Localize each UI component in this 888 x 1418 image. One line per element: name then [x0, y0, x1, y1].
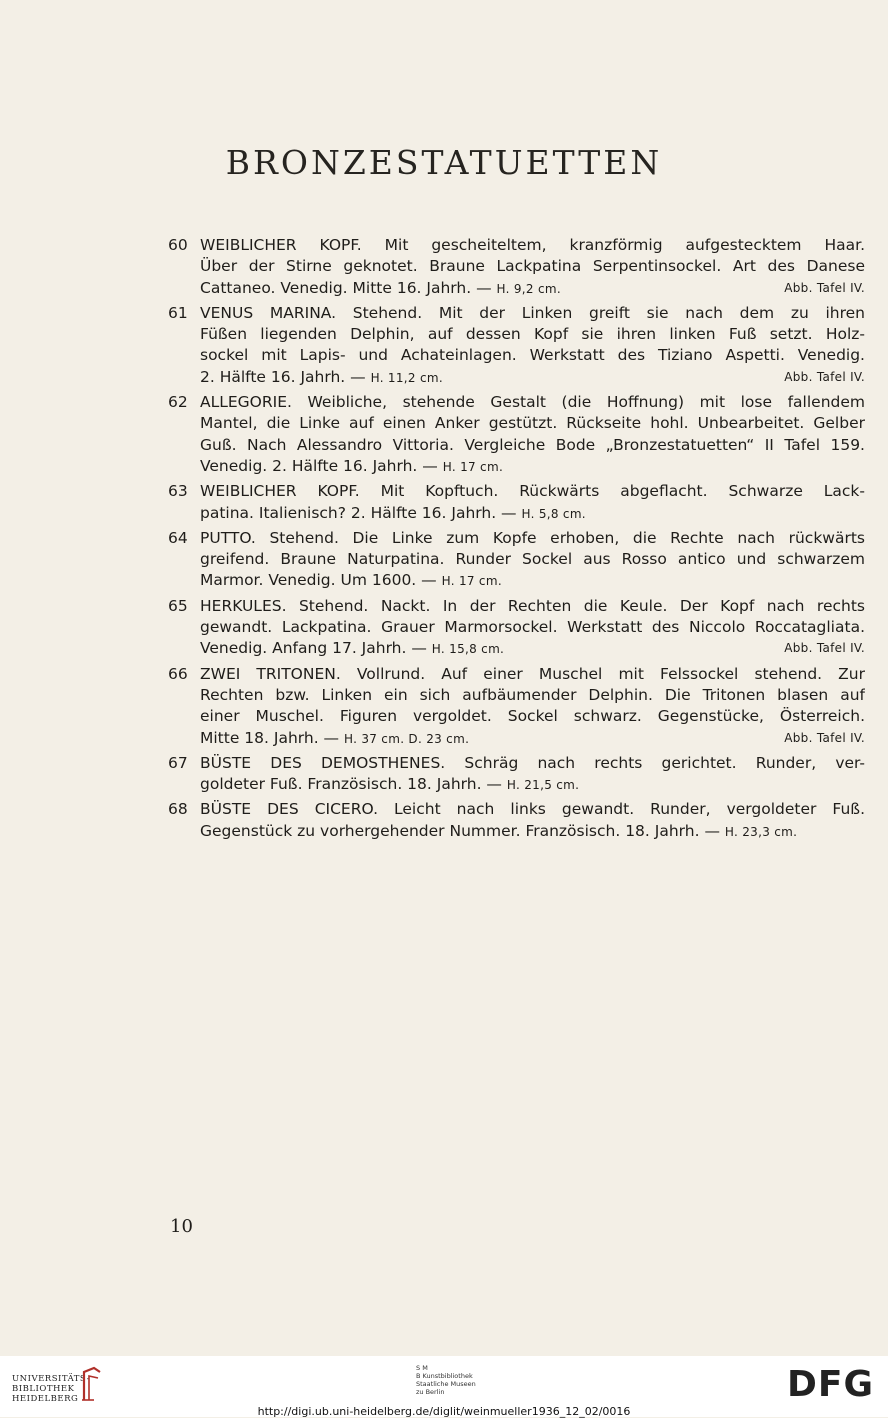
entry-last-line — [200, 570, 865, 592]
catalog-entry — [168, 235, 865, 300]
entry-last-line-text — [200, 367, 443, 389]
entry-line: Mantel, die Linke auf einen Anker gestützt. Rückseite hohl. Unbearbeitet. Gelber — [200, 414, 865, 433]
entry-text — [200, 303, 865, 389]
entry-plate-reference: Abb. Tafel IV. — [784, 280, 865, 295]
university-line: HEIDELBERG — [12, 1394, 79, 1404]
entry-line: Rechten bzw. Linken ein sich aufbäumender Delphin. Die Tritonen blasen auf — [200, 685, 865, 704]
entry-line: gewandt. Lackpatina. Grauer Marmorsockel. Werkstatt des Niccolo Roccatagliata. — [200, 618, 865, 637]
entry-line: HERKULES. Stehend. Nackt. In der Rechten die Keule. Der Kopf nach rechts — [200, 596, 865, 615]
library-line: B Kunstbibliothek — [416, 1372, 473, 1380]
entry-line: ALLEGORIE. Weibliche, stehende Gestalt (die Hoffnung) mit lose fallendem — [200, 393, 865, 412]
catalog-entry — [168, 596, 865, 661]
entry-text — [200, 235, 865, 300]
entry-last-line-text — [200, 278, 561, 300]
entry-closing-text: patina. Italienisch? 2. Hälfte 16. Jahrh. — — [200, 503, 517, 522]
catalog-entry — [168, 753, 865, 797]
entry-line: greifend. Braune Naturpatina. Runder Sockel aus Rosso antico und schwarzem — [200, 550, 865, 569]
entry-line: WEIBLICHER KOPF. Mit gescheiteltem, kranzförmig aufgestecktem Haar. — [200, 236, 865, 254]
entry-line: BÜSTE DES CICERO. Leicht nach links gewandt. Runder, vergoldeter Fuß. — [200, 800, 865, 819]
entry-last-line — [200, 503, 865, 525]
entry-closing-text: Marmor. Venedig. Um 1600. — — [200, 571, 437, 590]
entry-closing-text: Cattaneo. Venedig. Mitte 16. Jahrh. — — [200, 278, 492, 297]
entry-line: VENUS MARINA. Stehend. Mit der Linken greift sie nach dem zu ihren — [200, 303, 865, 322]
entry-plate-reference: Abb. Tafel IV. — [784, 641, 865, 656]
entry-last-line-text — [200, 456, 503, 478]
entry-number: 67 — [168, 753, 188, 772]
entry-last-line — [200, 638, 865, 660]
entry-line: ZWEI TRITONEN. Vollrund. Auf einer Muschel mit Felssockel stehend. Zur — [200, 664, 865, 683]
entry-line: PUTTO. Stehend. Die Linke zum Kopfe erhoben, die Rechte nach rückwärts — [200, 528, 865, 547]
entry-number: 62 — [168, 393, 188, 412]
entry-text — [200, 596, 865, 661]
entry-last-line — [200, 821, 865, 843]
entry-last-line-text — [200, 774, 579, 796]
kunstbibliothek-credit — [416, 1364, 476, 1396]
entry-closing-text: Venedig. Anfang 17. Jahrh. — — [200, 639, 427, 658]
library-line: zu Berlin — [416, 1388, 445, 1396]
entry-number: 68 — [168, 800, 188, 819]
catalog-entry — [168, 481, 865, 525]
entry-measurement: H. 9,2 cm. — [496, 281, 561, 296]
entry-last-line — [200, 367, 865, 389]
entry-list — [168, 235, 865, 846]
entry-line: Guß. Nach Alessandro Vittoria. Vergleiche Bode „Bronzestatuetten“ II Tafel 159. — [200, 435, 865, 454]
university-library-name[interactable] — [12, 1374, 90, 1404]
entry-measurement: H. 5,8 cm. — [521, 506, 586, 521]
entry-text — [200, 481, 865, 525]
entry-text — [200, 753, 865, 797]
entry-last-line — [200, 278, 865, 300]
university-logo-icon[interactable] — [80, 1366, 104, 1402]
entry-text — [200, 799, 865, 843]
entry-closing-text: Mitte 18. Jahrh. — — [200, 728, 340, 747]
page-title: BRONZESTATUETTEN — [225, 143, 663, 182]
entry-plate-reference: Abb. Tafel IV. — [784, 369, 865, 384]
entry-measurement: H. 17 cm. — [441, 574, 502, 589]
entry-number: 66 — [168, 664, 188, 683]
entry-last-line-text — [200, 821, 797, 843]
library-line: Staatliche Museen — [416, 1380, 476, 1388]
entry-last-line-text — [200, 638, 504, 660]
library-line: S M — [416, 1364, 428, 1372]
entry-measurement: H. 21,5 cm. — [506, 778, 580, 793]
entry-measurement: H. 11,2 cm. — [370, 370, 443, 385]
entry-number: 63 — [168, 482, 188, 501]
entry-number: 60 — [168, 236, 188, 254]
catalog-entry — [168, 303, 865, 389]
page-number: 10 — [170, 1216, 193, 1237]
entry-last-line — [200, 728, 865, 750]
entry-closing-text: 2. Hälfte 16. Jahrh. — — [200, 367, 366, 386]
footer-bar — [0, 1356, 888, 1417]
university-line: BIBLIOTHEK — [12, 1384, 75, 1394]
entry-line: WEIBLICHER KOPF. Mit Kopftuch. Rückwärts abgeflacht. Schwarze Lack- — [200, 482, 865, 501]
entry-number: 64 — [168, 528, 188, 547]
entry-number: 65 — [168, 596, 188, 615]
entry-text — [200, 664, 865, 750]
source-url-link[interactable]: http://digi.ub.uni-heidelberg.de/diglit/weinmueller1936_12_02/0016 — [257, 1405, 631, 1418]
catalog-entry — [168, 799, 865, 843]
entry-last-line — [200, 456, 865, 478]
entry-line: BÜSTE DES DEMOSTHENES. Schräg nach rechts gerichtet. Runder, ver- — [200, 753, 865, 772]
catalog-entry — [168, 528, 865, 593]
catalog-entry — [168, 664, 865, 750]
dfg-logo[interactable]: DFG — [786, 1364, 874, 1405]
university-line: UNIVERSITÄTS- — [12, 1374, 90, 1384]
entry-line: Über der Stirne geknotet. Braune Lackpatina Serpentinsockel. Art des Danese — [200, 257, 865, 276]
entry-text — [200, 528, 865, 593]
entry-last-line — [200, 774, 865, 796]
entry-last-line-text — [200, 570, 502, 592]
entry-line: sockel mit Lapis- und Achateinlagen. Werkstatt des Tiziano Aspetti. Venedig. — [200, 346, 865, 365]
entry-closing-text: goldeter Fuß. Französisch. 18. Jahrh. — — [200, 775, 502, 794]
entry-measurement: H. 17 cm. — [442, 459, 504, 474]
entry-last-line-text — [200, 728, 469, 750]
entry-closing-text: Gegenstück zu vorhergehender Nummer. Französisch. 18. Jahrh. — — [200, 821, 720, 840]
entry-plate-reference: Abb. Tafel IV. — [784, 730, 865, 745]
entry-last-line-text — [200, 503, 586, 525]
entry-text — [200, 392, 865, 478]
entry-measurement: H. 15,8 cm. — [431, 642, 505, 657]
entry-measurement: H. 23,3 cm. — [724, 824, 798, 839]
entry-number: 61 — [168, 303, 188, 322]
catalog-entry — [168, 392, 865, 478]
entry-line: einer Muschel. Figuren vergoldet. Sockel schwarz. Gegenstücke, Österreich. — [200, 707, 865, 726]
entry-line: Füßen liegenden Delphin, auf dessen Kopf sie ihren linken Fuß setzt. Holz- — [200, 325, 865, 344]
entry-measurement: H. 37 cm. D. 23 cm. — [343, 731, 470, 746]
entry-closing-text: Venedig. 2. Hälfte 16. Jahrh. — — [200, 456, 438, 475]
